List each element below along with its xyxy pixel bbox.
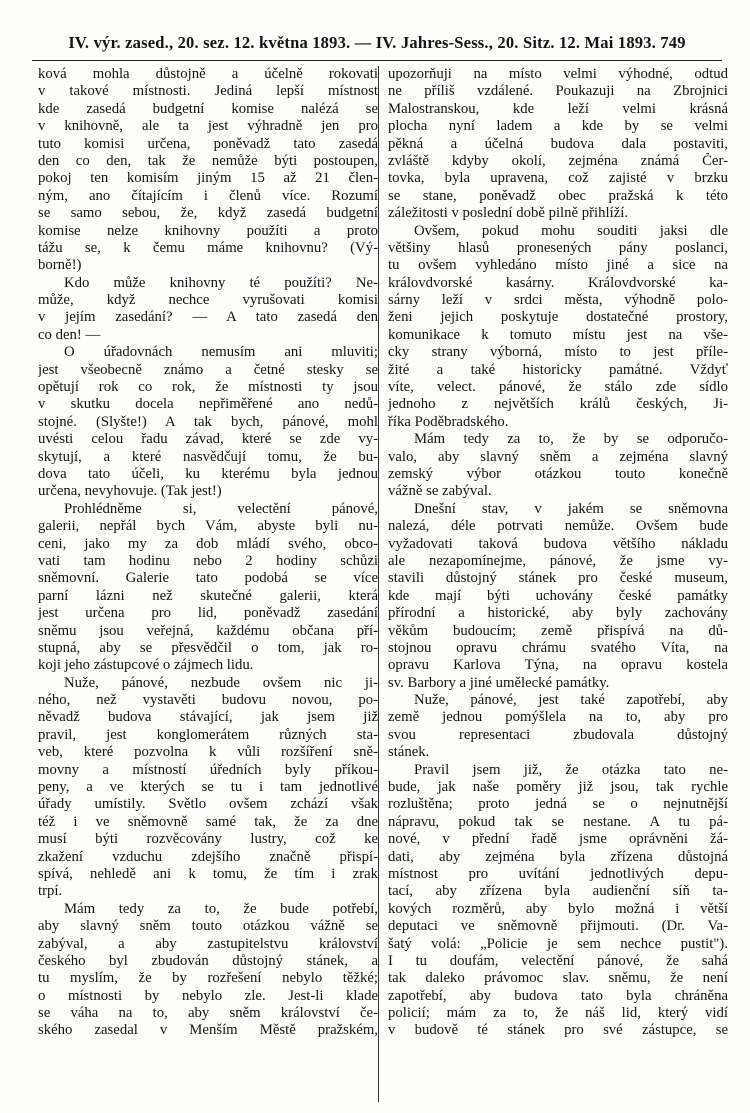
- text-line: peny, a ve kterých se tu i tam jednotlivé: [38, 779, 378, 796]
- text-line: zapotřebí, aby budova tato byla chráněna: [388, 987, 728, 1004]
- text-line: tovka, byla upravena, což zajisté v brzku: [388, 170, 728, 187]
- text-line: královdvorské kasárny. Královdvorské ka-: [388, 274, 728, 291]
- text-line: tak daleko právomoc slav. sněmu, že není: [388, 970, 728, 987]
- text-line: plocha nyní ladem a kde by se velmi: [388, 118, 728, 135]
- text-line: bude, jak naše poměry již jsou, tak rychle: [388, 779, 728, 796]
- text-line: co den! —: [38, 326, 101, 343]
- text-line: Prohlédněme si, velectění pánové,: [64, 500, 378, 517]
- text-line: Malostranskou, kde leží velmi krásná: [388, 100, 728, 117]
- text-line: pěkná a účelná budova dala postaviti,: [388, 135, 728, 152]
- text-line: něvadž budova stávající, jak jsem již: [38, 709, 378, 726]
- text-line: zabýval, a aby zastupitelstvu království: [38, 935, 378, 952]
- text-line: uvésti celou řadu závad, které se zde vy-: [38, 431, 378, 448]
- text-line: nápravu, pokud tak se nestane. A tu pá-: [388, 813, 728, 830]
- text-line: říka Poděbradského.: [388, 413, 509, 430]
- text-line: ceni, jako my za dob mládí svého, obco-: [38, 535, 378, 552]
- text-line: sárny leží v srdci města, výhodně polo-: [388, 292, 728, 309]
- text-line: opětují rok co rok, že místnosti ty jsou: [38, 379, 378, 396]
- text-line: kde mají býti uchovány české památky: [388, 587, 728, 604]
- text-line: parní lázni než skutečné galerii, která: [38, 587, 378, 604]
- header-rule: [32, 60, 722, 61]
- text-line: aby slavný sněm touto otázkou vážně se: [38, 918, 378, 935]
- text-line: Nuže, pánové, jest také zapotřebí, aby: [414, 692, 728, 709]
- text-line: movny a místností úředních byly příkou-: [38, 761, 378, 778]
- text-line: Ovšem, pokud mohu souditi jaksi dle: [414, 222, 728, 239]
- text-line: stupná, aby se přesvědčil o tom, jak ro-: [38, 639, 378, 656]
- text-line: policií; mám za to, že náš lid, který vidí: [388, 1005, 728, 1022]
- text-line: jest určena pro lid, poněvadž zasedání: [38, 605, 378, 622]
- text-line: tuto komisi určena, poněvadž tato zasedá: [38, 135, 378, 152]
- text-line: tu ovšem vyhledáno místo jiné a sice na: [388, 257, 728, 274]
- text-line: zkažení vzduchu zdejšího značně přispí-: [38, 848, 378, 865]
- column-divider: [378, 66, 379, 1102]
- text-line: se stane, poněvadž obec pražská k této: [388, 187, 728, 204]
- text-line: koji jeho zástupcové o zájmech lidu.: [38, 657, 254, 674]
- text-line: šatý volá: „Policie je sem nechce pustit").: [388, 935, 728, 952]
- text-line: stavili důstojný stánek pro české museum,: [388, 570, 728, 587]
- text-line: vážně se zabýval.: [388, 483, 492, 500]
- text-line: Mám tedy za to, že by se odporučo-: [414, 431, 728, 448]
- text-line: se váha na to, aby sněm království če-: [38, 1005, 378, 1022]
- text-line: veb, které pozvolna k vůli rozšíření sně-: [38, 744, 378, 761]
- text-line: českého byl zbudován důstojný stánek, a: [38, 952, 378, 969]
- text-line: ného, než vystavěti budovu novou, po-: [38, 692, 378, 709]
- text-line: v skutku docela nepřiměřené ano nedů-: [38, 396, 378, 413]
- text-line: v jejím zasedání? — A tato zasedá den: [38, 309, 378, 326]
- text-line: tací, aby zřízena byla audienční síň ta-: [388, 883, 728, 900]
- text-line: se samo sebou, že, když zasedá budgetní: [38, 205, 378, 222]
- text-line: den co den, tak že nemůže býti postoupen,: [38, 152, 378, 169]
- text-line: žité a také historicky památné. Vždyť: [388, 361, 728, 378]
- text-line: nové, v přední řadě jsme oprávněni žá-: [388, 831, 728, 848]
- text-line: galerii, nepřál bych Vám, abyste byli nu-: [38, 518, 378, 535]
- text-line: ale nezapomínejme, pánové, že jsme vy-: [388, 552, 728, 569]
- text-line: sv. Barbory a jiné umělecké památky.: [388, 674, 610, 691]
- text-line: kde zasedá budgetní komise nalézá se: [38, 100, 378, 117]
- text-line: záležitosti v poslední době pilně přihlíží.: [388, 205, 629, 222]
- text-line: ne příliš vzdálené. Poukazuji na Zbrojnici: [388, 83, 728, 100]
- text-line: určena, nevyhovuje. (Tak jest!): [38, 483, 222, 500]
- left-column: [38, 66, 378, 1040]
- text-line: stojnou opravu chrámu svatého Víta, na: [388, 639, 728, 656]
- text-line: v knihovně, ale ta jest výhradně jen pro: [38, 118, 378, 135]
- text-line: ženi jejich poskytuje dostatečné prostory,: [388, 309, 728, 326]
- text-line: vyžadovati taková budova většího nákladu: [388, 535, 728, 552]
- text-line: Kdo může knihovny té použíti? Ne-: [64, 274, 378, 291]
- text-line: víte, velect. pánové, že stálo zde sídlo: [388, 379, 728, 396]
- text-line: dati, aby zejména byla zřízena důstojná: [388, 848, 728, 865]
- text-line: jest všeobecně známo a četné stesky se: [38, 361, 378, 378]
- text-line: dova tato účeli, ku kterému byla jednou: [38, 465, 378, 482]
- text-line: většiny hlasů pronesených pány poslanci,: [388, 239, 728, 256]
- text-line: tážu se, k čemu máme knihovnu? (Vý-: [38, 239, 378, 256]
- text-line: kových rozměrů, aby bylo možná i větší: [388, 900, 728, 917]
- text-line: zvláště kdyby okolí, zejména známá Čer-: [388, 152, 728, 169]
- text-line: o místnosti by nebylo zle. Jest-li klade: [38, 987, 378, 1004]
- text-line: Nuže, pánové, nezbude ovšem nic ji-: [64, 674, 378, 691]
- text-line: v takové místnosti. Jediná lepší místnost: [38, 83, 378, 100]
- text-line: nalezá, déle potrvati nemůže. Ovšem bude: [388, 518, 728, 535]
- text-line: Mám tedy za to, že bude potřebí,: [64, 900, 378, 917]
- text-line: skytují, a které nasvědčují tomu, že bu-: [38, 448, 378, 465]
- text-line: borně!): [38, 257, 82, 274]
- text-line: ského zasedal v Menším Městě pražském,: [38, 1022, 378, 1039]
- text-line: země jednou pomýšlela na to, aby pro: [388, 709, 728, 726]
- text-line: též i ve sněmovně samé tak, že za dne: [38, 813, 378, 830]
- text-line: jednoho z největších králů českých, Ji-: [388, 396, 728, 413]
- text-line: zemský výbor otázkou touto konečně: [388, 465, 728, 482]
- text-line: komunikace k tomuto místu jest na vše-: [388, 326, 728, 343]
- text-line: vati tam hodinu nebo 2 hodiny schůzi: [38, 552, 378, 569]
- text-line: stojné. (Slyšte!) A tak bych, pánové, mohl: [38, 413, 378, 430]
- text-line: pokoj ten komisím jiným 15 až 21 člen-: [38, 170, 378, 187]
- text-line: spívá, nehledě ani k tomu, že tím i zrak: [38, 865, 378, 882]
- text-line: cky strany výborná, místo to jest příle-: [388, 344, 728, 361]
- text-line: komise nelze knihovny použíti a proto: [38, 222, 378, 239]
- text-line: místnost pro uvítání jednotlivých depu-: [388, 865, 728, 882]
- right-column: [388, 66, 728, 1040]
- text-line: deputaci ve sněmovně přijmouti. (Dr. Va-: [388, 918, 728, 935]
- text-line: sněmovní. Galerie tato podobá se více: [38, 570, 378, 587]
- text-line: může, když nechce vyrušovati komisi: [38, 292, 378, 309]
- text-line: tu myslím, že by rozřešení nebylo těžké;: [38, 970, 378, 987]
- text-line: pravil, jest konglomerátem různých sta-: [38, 726, 378, 743]
- page-header: IV. výr. zased., 20. sez. 12. května 1893. — IV. Jahres-Sess., 20. Sitz. 12. Mai 1893. 749: [68, 33, 686, 52]
- text-line: opravu Karlova Týna, na opravu kostela: [388, 657, 728, 674]
- text-line: v budově té stánek pro své zástupce, se: [388, 1022, 728, 1039]
- text-line: upozorňuji na místo velmi výhodné, odtud: [388, 66, 728, 82]
- text-line: O úřadovnách nemusím ani mluviti;: [64, 344, 378, 361]
- text-line: úřady umístily. Světlo ovšem zchází však: [38, 796, 378, 813]
- text-line: I tu doufám, velectění pánové, že sahá: [388, 952, 728, 969]
- text-line: Pravil jsem již, že otázka tato ne-: [414, 761, 728, 778]
- text-line: věkům budoucím; země přispívá na dů-: [388, 622, 728, 639]
- text-line: přírodní a historické, aby byly zachovány: [388, 605, 728, 622]
- text-line: ková mohla důstojně a účelně rokovati: [38, 66, 378, 82]
- text-line: stánek.: [388, 744, 430, 761]
- text-line: ným, ano čítajícím i členů více. Rozumí: [38, 187, 378, 204]
- text-line: svou representaci zbudovala důstojný: [388, 726, 728, 743]
- text-line: rozluštěna; proto jedná se o nejnutnější: [388, 796, 728, 813]
- text-line: sněmu jsou veřejná, každému občana pří-: [38, 622, 378, 639]
- text-line: valo, aby slavný sněm a zejména slavný: [388, 448, 728, 465]
- text-line: Dnešní stav, v jakém se sněmovna: [414, 500, 728, 517]
- text-line: trpí.: [38, 883, 63, 900]
- text-line: musí býti rozvěcovány lustry, což ke: [38, 831, 378, 848]
